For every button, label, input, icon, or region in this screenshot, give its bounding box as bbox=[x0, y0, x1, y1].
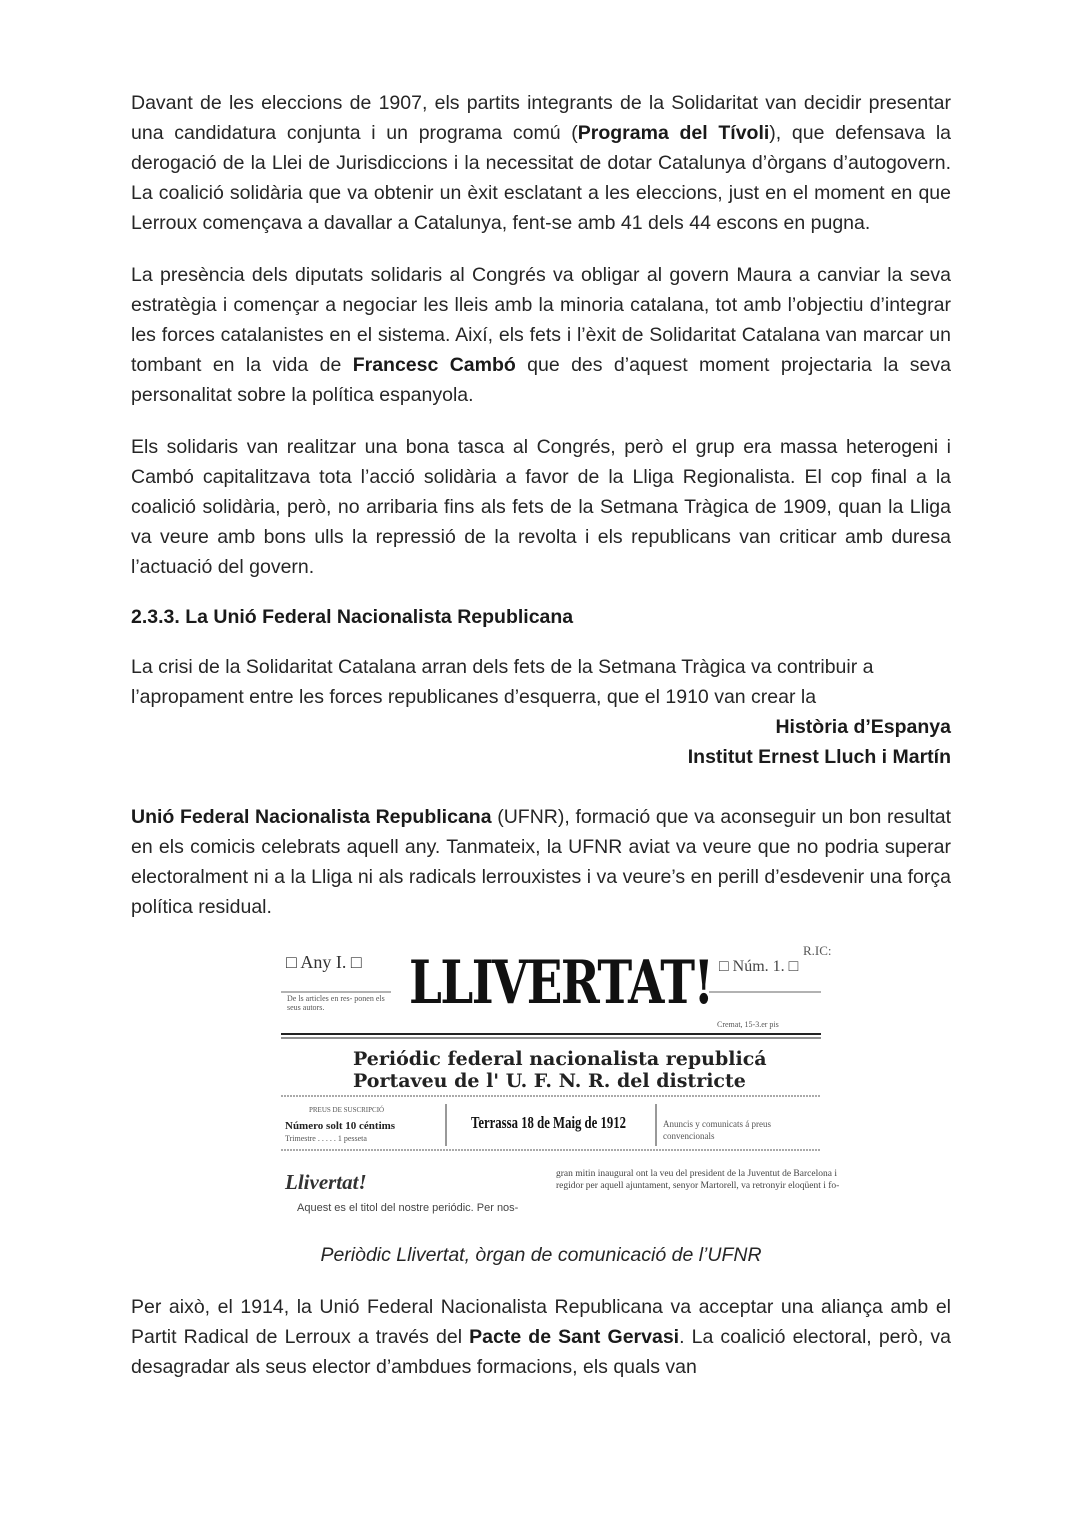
newspaper-subtitle-1: Periódic federal nacionalista republicá bbox=[353, 1048, 767, 1070]
newspaper-column-text: Aquest es el titol del nostre periódic. Per nos- bbox=[297, 1202, 519, 1214]
newspaper-image bbox=[281, 943, 841, 1240]
newspaper-column-title: Llivertat! bbox=[285, 1170, 367, 1194]
newspaper-note-left: De ls articles en res- ponen els seus autors. bbox=[287, 994, 385, 1012]
newspaper-price-head: PREUS DE SUSCRIPCIÓ bbox=[309, 1106, 385, 1114]
paragraph-ufnr bbox=[131, 802, 951, 922]
newspaper-price: Número solt 10 céntims bbox=[285, 1120, 396, 1132]
text: (UFNR), formació que va aconseguir un bon resultat en els comicis celebrats aquell any. Tanmateix, la UFNR aviat va veure que no podria superar electoralment ni a la Lliga ni als radicals lerrouxistes i va veure’s en perill d’esdevenir una força política residual. bbox=[131, 806, 952, 918]
header-school: Institut Ernest Lluch i Martín bbox=[687, 746, 951, 768]
newspaper-any: □ Any I. □ bbox=[286, 952, 362, 972]
newspaper-title: LLIVERTAT! bbox=[409, 948, 713, 1018]
text: ), que defensava la derogació de la Llei de Jurisdiccions i la necessitat de dotar Catalunya d’òrgans d’autogovern. La coalició solidària que va obtenir un èxit esclatant a les eleccions, just en el moment en que Lerroux començava a davallar a Catalunya, fent-se amb 41 dels 44 escons en pugna. bbox=[131, 122, 952, 234]
newspaper-stamp: R.IC: bbox=[803, 943, 832, 958]
page-header bbox=[131, 712, 951, 772]
newspaper-ads: Anuncis y comunicats á preus convencionals bbox=[663, 1119, 771, 1141]
paragraph-congres bbox=[131, 260, 951, 410]
bold-pacte-sant-gervasi: Pacte de Sant Gervasi bbox=[469, 1326, 680, 1348]
text: Davant de les eleccions de 1907, els partits integrants de la Solidaritat van decidir presentar una candidatura conjunta i un programa comú ( bbox=[131, 92, 951, 144]
paragraph-crisi: La crisi de la Solidaritat Catalana arran dels fets de la Setmana Tràgica va contribuir a l’apropament entre les forces republicanes d’esquerra, que el 1910 van crear la bbox=[131, 656, 874, 708]
bold-ufnr: Unió Federal Nacionalista Republicana bbox=[131, 806, 492, 828]
text: . La coalició electoral, però, va desagradar als seus elector d’ambdues formacions, els quals van bbox=[131, 1326, 951, 1378]
bold-francesc-cambo: Francesc Cambó bbox=[352, 354, 516, 376]
paragraph-pacte bbox=[131, 1292, 951, 1382]
document-page bbox=[131, 88, 951, 1382]
header-subject: Història d’Espanya bbox=[775, 716, 951, 738]
newspaper-note-right: Cremat, 15-3.er pis bbox=[717, 1020, 779, 1029]
newspaper-num: □ Núm. 1. □ bbox=[719, 958, 799, 975]
newspaper-right-column: gran mitin inaugural ont la veu del president de la Juventut de Barcelona i regidor per aquell ajuntament, senyor Martorell, va retronyir eloqüent i fo- bbox=[556, 1169, 840, 1191]
newspaper-subtitle-2: Portaveu de l' U. F. N. R. del districte bbox=[353, 1070, 746, 1092]
text: La presència dels diputats solidaris al Congrés va obligar al govern Maura a canviar la seva estratègia i començar a negociar les lleis amb la minoria catalana, tot amb l’objectiu d’integrar les forces catalanistes en el sistema. Així, els fets i l’èxit de Solidaritat Catalana van marcar un tombant en la vida de bbox=[131, 264, 951, 376]
text: que des d’aquest moment projectaria la seva personalitat sobre la política espanyola. bbox=[131, 354, 951, 406]
bold-programa-tivoli: Programa del Tívoli bbox=[577, 122, 770, 144]
newspaper-date: Terrassa 18 de Maig de 1912 bbox=[471, 1113, 627, 1132]
text: Per això, el 1914, la Unió Federal Nacionalista Republicana va acceptar una aliança amb el Partit Radical de Lerroux a través del bbox=[131, 1296, 951, 1348]
newspaper-trimestre: Trimestre . . . . . 1 pesseta bbox=[285, 1134, 367, 1143]
section-heading: 2.3.3. La Unió Federal Nacionalista Republicana bbox=[131, 606, 574, 628]
paragraph-solidaris: Els solidaris van realitzar una bona tasca al Congrés, però el grup era massa heterogeni i Cambó capitalitzava tota l’acció solidària a favor de la Lliga Regionalista. El cop final a la coalició solidària, però, no arribaria fins als fets de la Setmana Tràgica de 1909, quan la Lliga va veure amb bons ulls la repressió de la revolta i els republicans van criticar amb duresa l’actuació del govern. bbox=[131, 436, 951, 578]
image-caption: Periòdic Llivertat, òrgan de comunicació de l’UFNR bbox=[320, 1244, 762, 1266]
paragraph-elections-1907 bbox=[131, 88, 951, 238]
